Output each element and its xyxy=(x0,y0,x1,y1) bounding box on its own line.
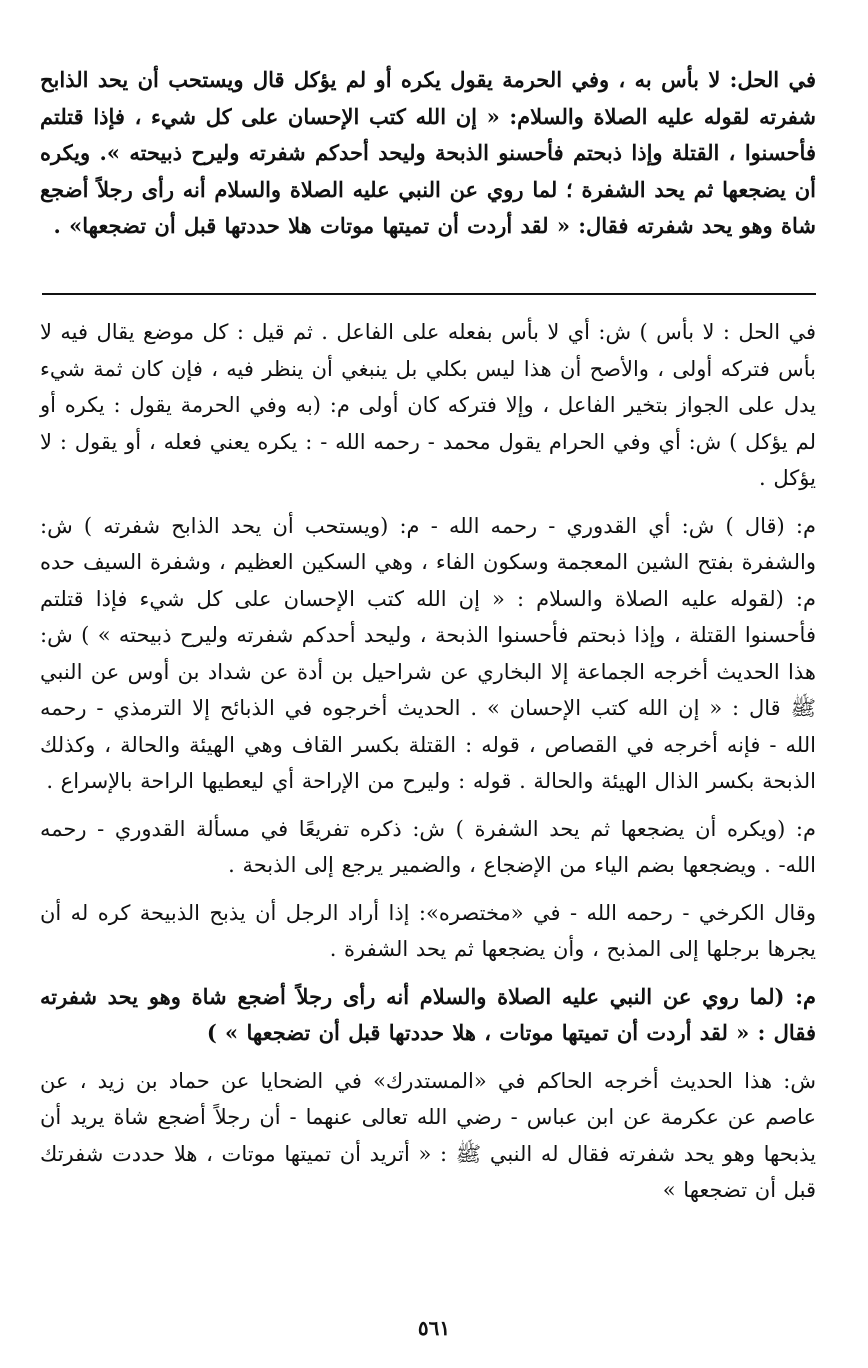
commentary-paragraph-2: م: (قال ) ش: أي القدوري - رحمه الله - م: (ويستحب أن يحد الذابح شفرته ) ش: والشفرة بفتح الشين المعجمة وسكون الفاء ، وهي السكين العظيم ، وشفرة السيف حده م: (لقوله عليه الصلاة والسلام : « إن الله كتب الإحسان على كل شيء فإذا قتلتم فأحسنوا القتلة ، وإذا ذبحتم فأحسنوا الذبحة ، وليحد أحدكم شفرته وليرح ذبيحته » ) ش: هذا الحديث أخرجه الجماعة إلا البخاري عن شراحيل بن أدة عن شداد بن أوس عن النبي ﷺ قال : « إن الله كتب الإحسان » . الحديث أخرجوه في الذبائح إلا الترمذي - رحمه الله - فإنه أخرجه في القصاص ، قوله : القتلة بكسر القاف وهي الهيئة والحالة ، وكذلك الذبحة بكسر الذال الهيئة والحالة . قوله : وليرح من الإراحة أي ليعطيها الراحة بالإسراع . xyxy=(40,513,816,793)
commentary-paragraph-4: وقال الكرخي - رحمه الله - في «مختصره»: إذا أراد الرجل أن يذبح الذبيحة كره له أن يجرها برجلها إلى المذبح ، وأن يضجعها ثم يحد الشفرة . xyxy=(40,900,816,961)
footnote-divider xyxy=(42,293,816,295)
sharh-commentary xyxy=(40,314,816,1220)
commentary-paragraph-3: م: (ويكره أن يضجعها ثم يحد الشفرة ) ش: ذكره تفريعًا في مسألة القدوري - رحمه الله- . ويضجعها بضم الياء من الإضجاع ، والضمير يرجع إلى الذبحة . xyxy=(40,816,816,877)
commentary-paragraph-6: ش: هذا الحديث أخرجه الحاكم في «المستدرك» في الضحايا عن حماد بن زيد ، عن عاصم عن عكرمة عن ابن عباس - رضي الله تعالى عنهما - أن رجلاً أضجع شاة يريد أن يذبحها وهو يحد شفرته فقال له النبي ﷺ : « أتريد أن تميتها موتات ، هلا حددت شفرتك قبل أن تضجعها » xyxy=(40,1068,816,1202)
matn-text: في الحل: لا بأس به ، وفي الحرمة يقول يكره أو لم يؤكل قال ويستحب أن يحد الذابح شفرته لقوله عليه الصلاة والسلام: « إن الله كتب الإحسان على كل شيء ، فإذا قتلتم فأحسنوا ، القتلة وإذا ذبحتم فأحسنو الذبحة وليحد أحدكم شفرته وليرح ذبيحته ». ويكره أن يضجعها ثم يحد الشفرة ؛ لما روي عن النبي عليه الصلاة والسلام أنه رأى رجلاً أضجع شاة وهو يحد شفرته فقال: « لقد أردت أن تميتها موتات هلا حددتها قبل أن تضجعها» . xyxy=(40,67,816,238)
page-number: ٥٦١ xyxy=(417,1316,451,1340)
commentary-paragraph-1: في الحل : لا بأس ) ش: أي لا بأس بفعله على الفاعل . ثم قيل : كل موضع يقال فيه لا بأس فتركه أولى ، والأصح أن هذا ليس بكلي بل ينبغي أن ينظر فيه ، فإن كان ثمة شيء يدل على الجواز بتخير الفاعل ، وإلا فتركه كان أولى م: (به وفي الحرمة يقول : يكره أو لم يؤكل ) ش: أي وفي الحرام يقول محمد - رحمه الله - : يكره يعني فعله ، أو يقول : لا يؤكل . xyxy=(40,320,816,490)
commentary-paragraph-5: م: (لما روي عن النبي عليه الصلاة والسلام أنه رأى رجلاً أضجع شاة وهو يحد شفرته فقال : « لقد أردت أن تميتها موتات ، هلا حددتها قبل أن تضجعها » ) xyxy=(40,983,816,1045)
